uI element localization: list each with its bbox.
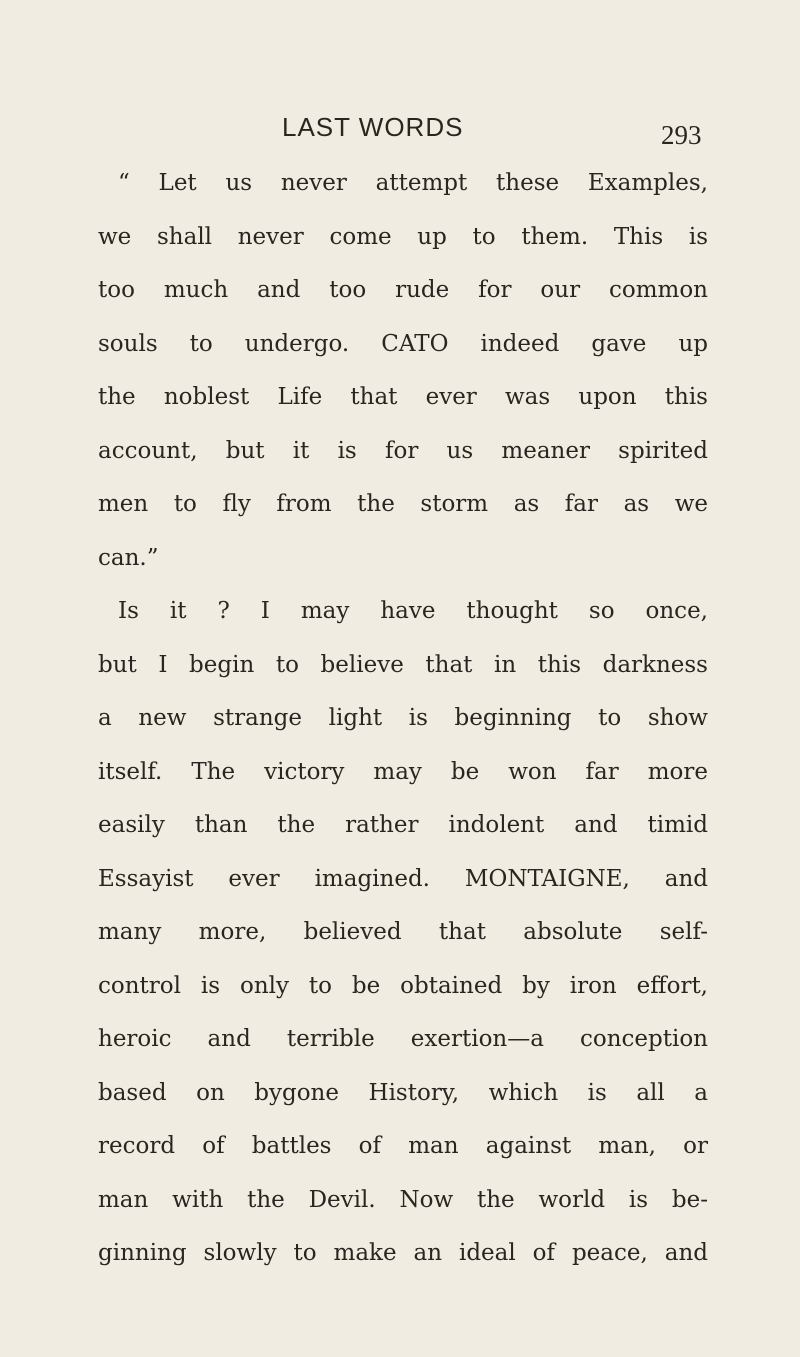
text-line: we shall never come up to them. This is [98, 223, 708, 250]
text-line: control is only to be obtained by iron effort, [98, 972, 708, 999]
text-line: based on bygone History, which is all a [98, 1079, 708, 1106]
text-line: account, but it is for us meaner spirited [98, 437, 708, 464]
paragraph-quote [98, 163, 708, 591]
text-line: “ Let us never attempt these Examples, [118, 170, 708, 196]
text-line: men to fly from the storm as far as we [98, 491, 708, 517]
text-line: record of battles of man against man, or [98, 1133, 708, 1159]
paragraph-main [98, 591, 708, 1287]
text-line: heroic and terrible exertion—a conception [98, 1026, 708, 1052]
running-title: LAST WORDS [282, 112, 464, 142]
body-text [98, 163, 708, 1287]
page-number: 293 [661, 120, 702, 150]
text-line: easily than the rather indolent and timid [98, 812, 708, 838]
text-line: many more, believed that absolute self- [98, 919, 708, 945]
text-line: Is it ? I may have thought so once, [118, 598, 708, 624]
text-line: ginning slowly to make an ideal of peace, and [98, 1240, 708, 1266]
text-line: souls to undergo. CATO indeed gave up [98, 330, 708, 357]
text-line: man with the Devil. Now the world is be- [98, 1186, 708, 1213]
running-head [0, 112, 800, 152]
text-line: too much and too rude for our common [98, 277, 708, 303]
text-line: but I begin to believe that in this darkness [98, 651, 708, 678]
text-line: the noblest Life that ever was upon this [98, 384, 708, 410]
text-line: a new strange light is beginning to show [98, 705, 708, 731]
text-line: itself. The victory may be won far more [98, 758, 708, 785]
text-line: Essayist ever imagined. MONTAIGNE, and [98, 865, 708, 892]
text-line: can.” [98, 544, 159, 571]
